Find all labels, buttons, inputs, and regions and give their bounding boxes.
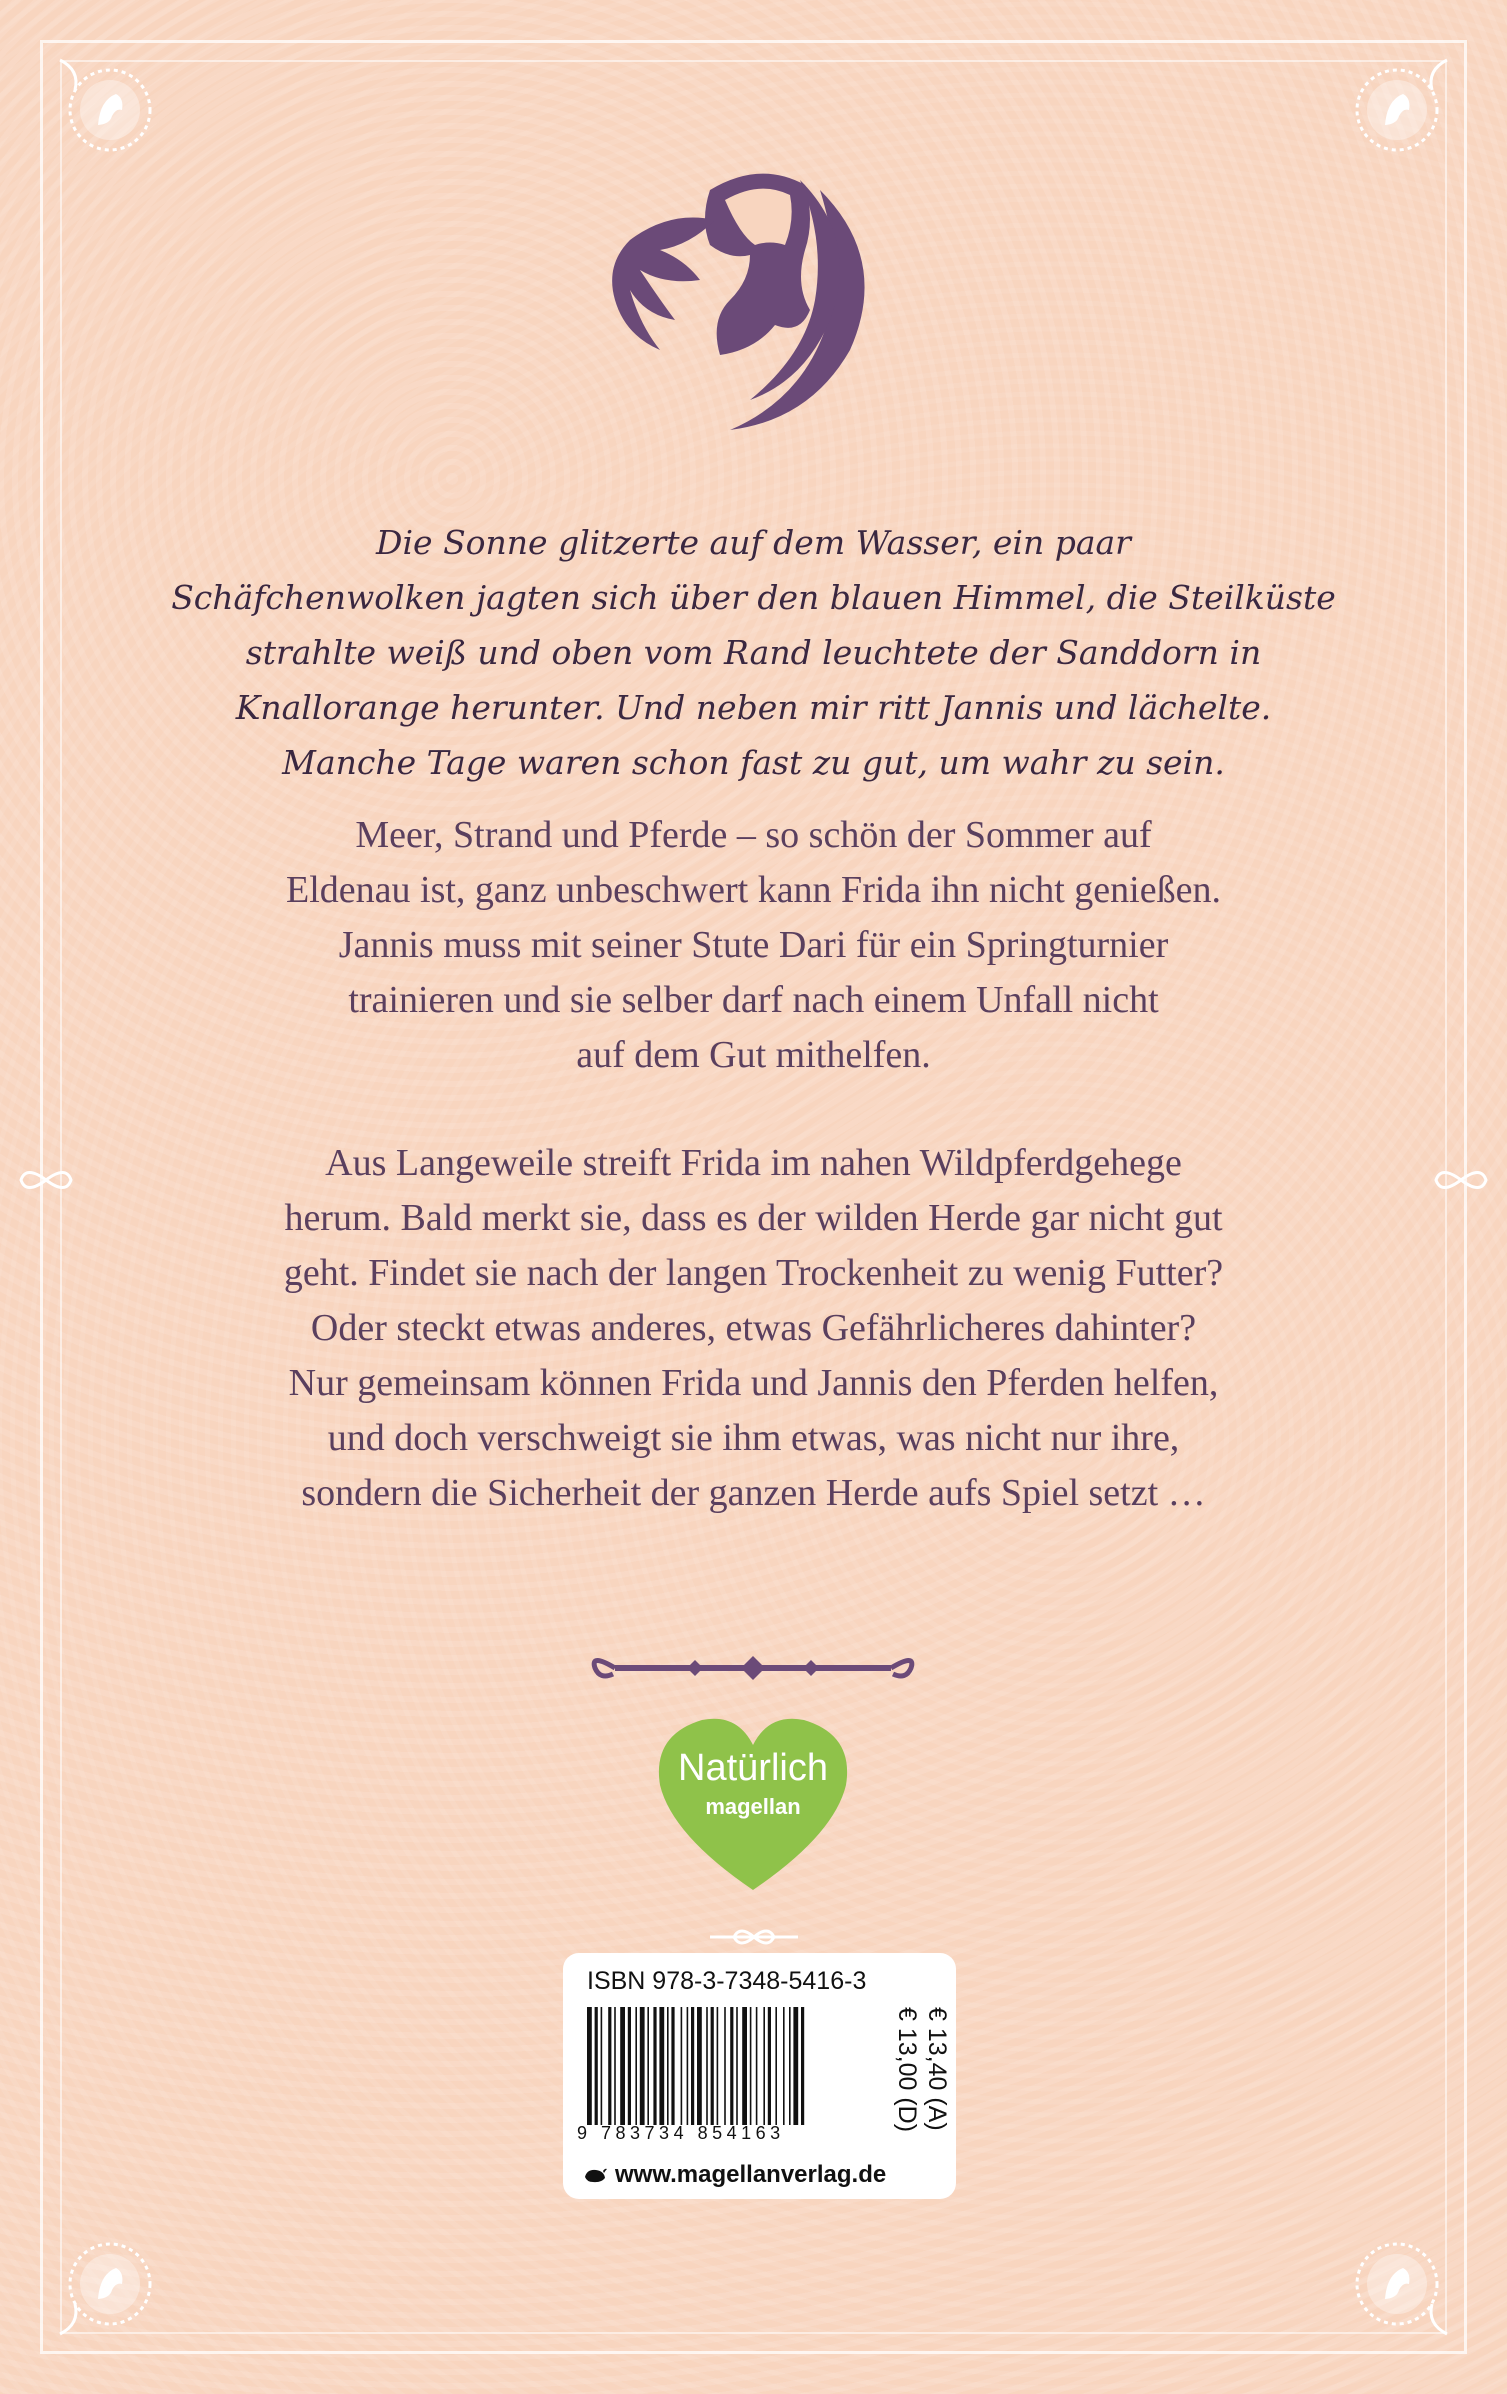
horse-head-logo-icon <box>590 150 910 450</box>
barcode-bar <box>783 2007 785 2125</box>
blurb-line: Jannis muss mit seiner Stute Dari für ein Springturnier <box>338 924 1169 966</box>
publisher-website <box>583 2161 886 2189</box>
barcode-bar <box>789 2007 791 2125</box>
barcode-bar <box>681 2007 683 2125</box>
barcode-bar <box>647 2007 649 2125</box>
blurb-line: geht. Findet sie nach der langen Trockenheit zu wenig Futter? <box>283 1252 1224 1294</box>
blurb-line: und doch verschweigt sie ihm etwas, was nicht nur ihre, <box>327 1417 1180 1459</box>
blurb-line: auf dem Gut mithelfen. <box>576 1034 931 1076</box>
blurb-line: Meer, Strand und Pferde – so schön der Sommer auf <box>355 814 1152 856</box>
barcode-bar <box>587 2007 592 2125</box>
price-germany: € 13,00 (D) <box>893 2007 921 2133</box>
barcode-bar <box>724 2007 726 2125</box>
whale-icon <box>583 2167 607 2185</box>
quote-line: strahlte weiß und oben vom Rand leuchtete der Sanddorn in <box>245 633 1262 672</box>
quote-line: Knallorange herunter. Und neben mir ritt Jannis und lächelte. <box>235 688 1272 727</box>
barcode-bar <box>614 2007 616 2125</box>
corner-horse-medallion-icon <box>1337 2224 1457 2344</box>
barcode-bar <box>687 2007 689 2125</box>
barcode-bar <box>793 2007 798 2125</box>
barcode-bar <box>768 2007 771 2125</box>
blurb-line: sondern die Sicherheit der ganzen Herde aufs Spiel setzt … <box>301 1472 1206 1514</box>
barcode-bar <box>763 2007 765 2125</box>
barcode-bar <box>620 2007 625 2125</box>
barcode-bar <box>667 2007 669 2125</box>
barcode-bar <box>775 2007 777 2125</box>
badge-line-1: Natürlich <box>678 1747 828 1789</box>
barcode-bar <box>653 2007 656 2125</box>
blurb-paragraph-1 <box>160 808 1347 1083</box>
side-bow-ornament-icon <box>16 1160 76 1200</box>
barcode-bar <box>801 2007 804 2125</box>
barcode-bar <box>628 2007 631 2125</box>
quote-line: Die Sonne glitzerte auf dem Wasser, ein paar <box>376 523 1131 562</box>
barcode-bar <box>671 2007 674 2125</box>
barcode-bar <box>697 2007 702 2125</box>
barcode-bar <box>756 2007 758 2125</box>
scroll-divider-ornament-icon <box>585 1648 921 1688</box>
corner-horse-medallion-icon <box>1337 50 1457 170</box>
small-bow-ornament-icon <box>700 1925 808 1949</box>
website-url: www.magellanverlag.de <box>615 2161 887 2188</box>
blurb-line: Eldenau ist, ganz unbeschwert kann Frida ihn nicht genießen. <box>286 869 1221 911</box>
blurb-line: Aus Langeweile streift Frida im nahen Wildpferdgehege <box>325 1142 1182 1184</box>
blurb-paragraph-2 <box>160 1136 1347 1521</box>
excerpt-quote <box>160 515 1347 790</box>
price-austria: € 13,40 (A) <box>923 2007 951 2131</box>
badge-line-2: magellan <box>705 1794 801 1819</box>
barcode-panel <box>563 1953 956 2199</box>
natuerlich-magellan-badge <box>652 1705 854 1895</box>
corner-horse-medallion-icon <box>50 50 170 170</box>
blurb-line: Oder steckt etwas anderes, etwas Gefährlicheres dahinter? <box>310 1307 1197 1349</box>
isbn-number: ISBN 978-3-7348-5416-3 <box>587 1967 867 1995</box>
price-block <box>881 2007 951 2147</box>
barcode-bar <box>601 2007 603 2125</box>
barcode-bar <box>595 2007 598 2125</box>
barcode-bar <box>635 2007 637 2125</box>
barcode-bar <box>608 2007 611 2125</box>
barcode-bar <box>659 2007 664 2125</box>
quote-line: Manche Tage waren schon fast zu gut, um wahr zu sein. <box>282 743 1225 782</box>
corner-horse-medallion-icon <box>50 2224 170 2344</box>
barcode-bar <box>717 2007 719 2125</box>
barcode-bar <box>742 2007 747 2125</box>
barcode-digits: 9 783734 854163 <box>577 2123 785 2143</box>
barcode-bar <box>736 2007 738 2125</box>
quote-line: Schäfchenwolken jagten sich über den blauen Himmel, die Steilküste <box>171 578 1336 617</box>
barcode-bars <box>587 2007 872 2125</box>
barcode-bar <box>706 2007 708 2125</box>
blurb-line: herum. Bald merkt sie, dass es der wilden Herde gar nicht gut <box>284 1197 1223 1239</box>
barcode-bar <box>750 2007 752 2125</box>
side-bow-ornament-icon <box>1431 1160 1491 1200</box>
barcode-bar <box>640 2007 645 2125</box>
barcode-bar <box>730 2007 733 2125</box>
barcode-bar <box>691 2007 694 2125</box>
blurb-line: Nur gemeinsam können Frida und Jannis den Pferden helfen, <box>288 1362 1219 1404</box>
barcode-bar <box>711 2007 714 2125</box>
blurb-line: trainieren und sie selber darf nach einem Unfall nicht <box>348 979 1159 1021</box>
